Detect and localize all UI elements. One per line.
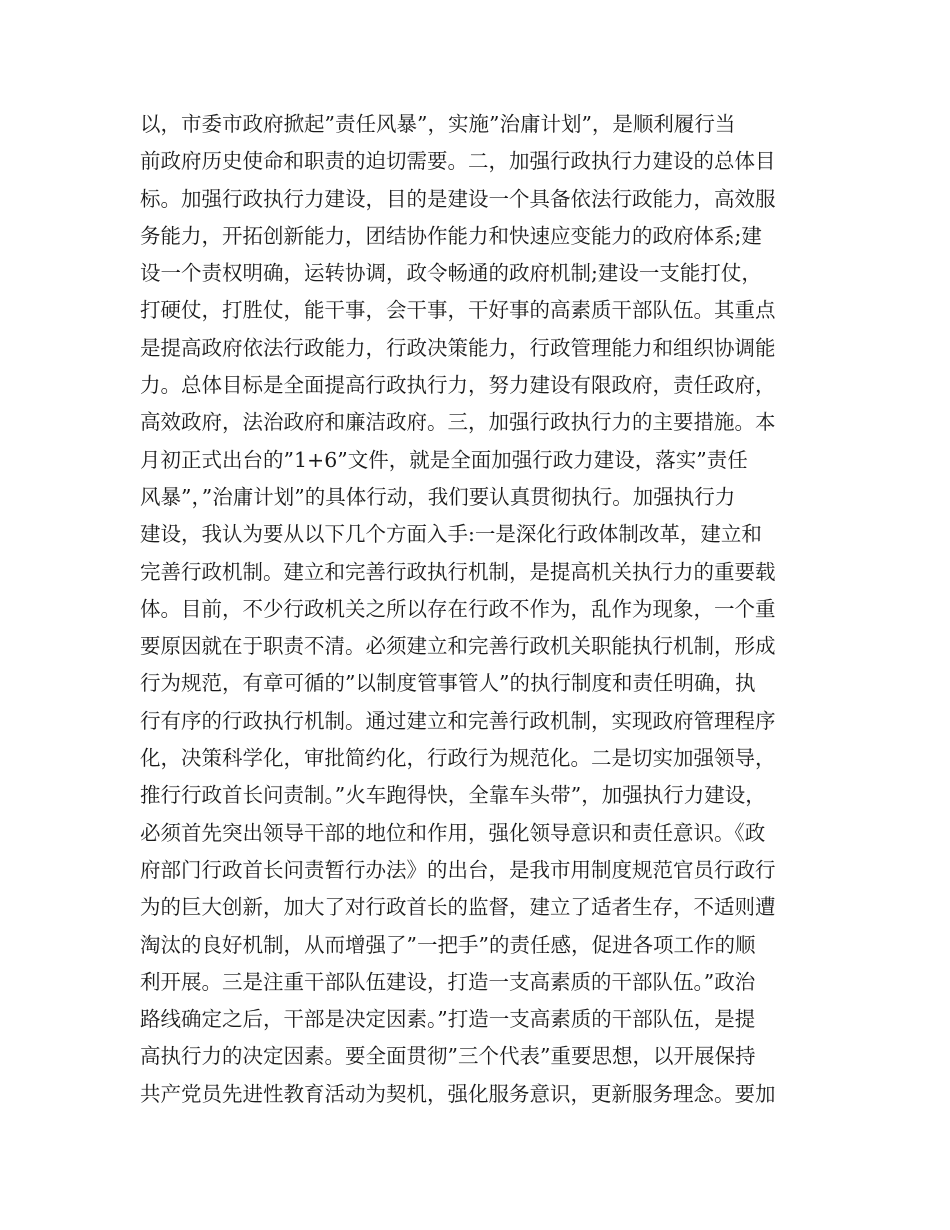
text-line: 体。目前，不少行政机关之所以存在行政不作为，乱作为现象，一个重	[140, 596, 776, 621]
text-line: 前政府历史使命和职责的迫切需要。二，加强行政执行力建设的总体目	[140, 149, 776, 174]
text-line: 设一个责权明确，运转协调，政令畅通的政府机制;建设一支能打仗，	[140, 261, 762, 286]
text-line: 高执行力的决定因素。要全面贯彻”三个代表”重要思想，以开展保持	[140, 1044, 756, 1069]
text-line: 力。总体目标是全面提高行政执行力，努力建设有限政府，责任政府，	[140, 373, 776, 398]
text-line: 高效政府，法治政府和廉洁政府。三，加强行政执行力的主要措施。本	[140, 410, 776, 435]
text-line: 行为规范，有章可循的”以制度管事管人”的执行制度和责任明确，执	[140, 671, 756, 696]
text-line: 淘汰的良好机制，从而增强了”一把手”的责任感，促进各项工作的顺	[140, 932, 756, 957]
text-line: 为的巨大创新，加大了对行政首长的监督，建立了适者生存，不适则遭	[140, 895, 776, 920]
text-line: 利开展。三是注重干部队伍建设，打造一支高素质的干部队伍。”政治	[140, 969, 756, 994]
text-line: 推行行政首长问责制。”火车跑得快，全靠车头带”，加强执行力建设，	[140, 783, 766, 808]
text-line: 打硬仗，打胜仗，能干事，会干事，干好事的高素质干部队伍。其重点	[140, 298, 776, 323]
text-line: 化，决策科学化，审批简约化，行政行为规范化。二是切实加强领导，	[140, 746, 776, 771]
text-line: 府部门行政首长问责暂行办法》的出台，是我市用制度规范官员行政行	[140, 857, 776, 882]
text-line: 共产党员先进性教育活动为契机，强化服务意识，更新服务理念。要加	[140, 1081, 776, 1106]
text-line: 要原因就在于职责不清。必须建立和完善行政机关职能执行机制，形成	[140, 634, 776, 659]
text-line: 以，市委市政府掀起”责任风暴”，实施”治庸计划”，是顺利履行当	[140, 112, 736, 136]
body-text	[140, 106, 820, 1113]
text-line: 必须首先突出领导干部的地位和作用，强化领导意识和责任意识。《政	[140, 820, 766, 845]
text-line: 务能力，开拓创新能力，团结协作能力和快速应变能力的政府体系;建	[140, 223, 762, 248]
text-line: 月初正式出台的”1+6”文件，就是全面加强行政力建设，落实”责任	[140, 447, 748, 472]
text-line: 行有序的行政执行机制。通过建立和完善行政机制，实现政府管理程序	[140, 708, 776, 733]
text-line: 完善行政机制。建立和完善行政执行机制，是提高机关执行力的重要载	[140, 559, 776, 584]
text-line: 风暴”，”治庸计划”的具体行动，我们要认真贯彻执行。加强执行力	[140, 484, 736, 509]
text-line: 建设，我认为要从以下几个方面入手:一是深化行政体制改革，建立和	[140, 522, 762, 547]
text-line: 是提高政府依法行政能力，行政决策能力，行政管理能力和组织协调能	[140, 335, 776, 360]
text-line: 路线确定之后，干部是决定因素。”打造一支高素质的干部队伍，是提	[140, 1007, 756, 1032]
text-line: 标。加强行政执行力建设，目的是建设一个具备依法行政能力，高效服	[140, 186, 776, 211]
